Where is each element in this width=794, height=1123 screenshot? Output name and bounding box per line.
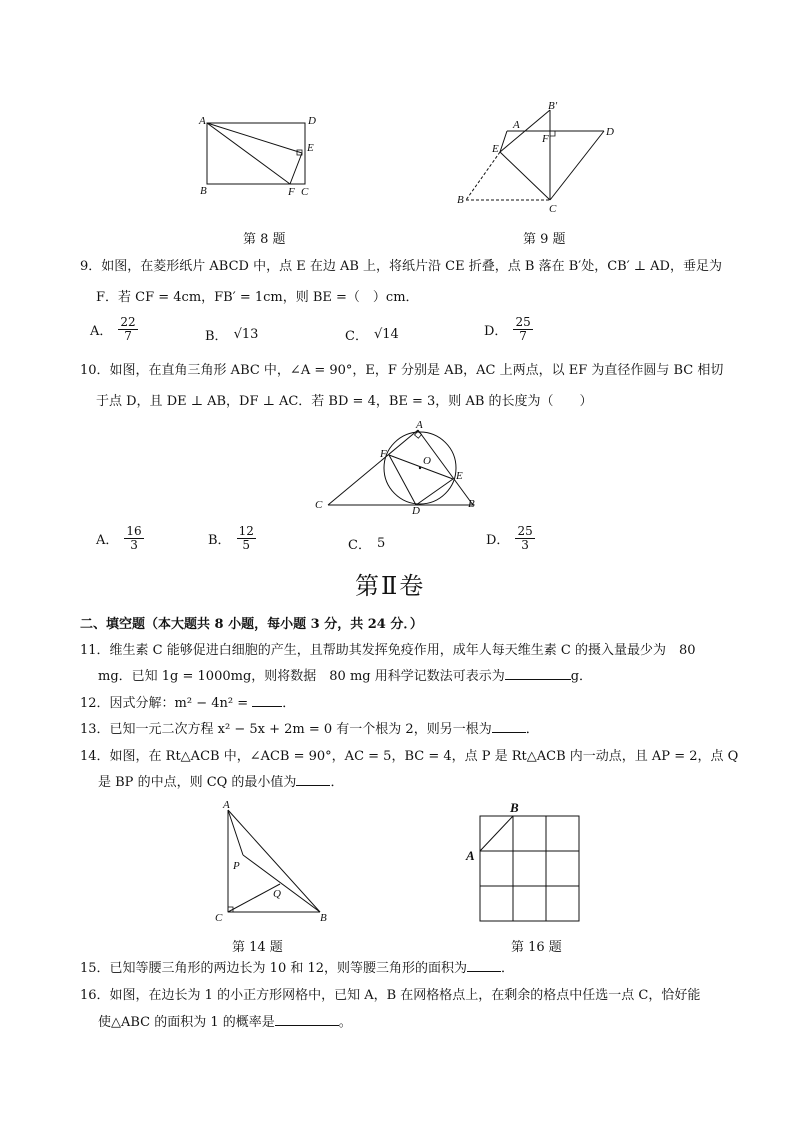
figure-14 <box>210 795 335 925</box>
fig14-label-c: C <box>215 912 223 924</box>
fig8-label-c: C <box>301 186 309 198</box>
fig8-label-e: E <box>307 142 314 154</box>
fig14-label-b: B <box>320 912 327 924</box>
fig9-label-b: B <box>457 194 464 206</box>
figure-8 <box>190 108 330 203</box>
section-title: 第Ⅱ卷 <box>355 572 426 600</box>
figure-9 <box>452 100 622 215</box>
fig14-caption: 第 14 题 <box>232 940 283 955</box>
fig14-label-q: Q <box>273 888 281 900</box>
figure-16 <box>460 798 590 928</box>
q12: 12．因式分解：m² − 4n² = ． <box>80 696 296 711</box>
fig8-label-f: F <box>288 186 295 198</box>
fig10-label-c: C <box>315 499 323 511</box>
fig14-label-p: P <box>233 860 240 872</box>
q15-answer-blank[interactable] <box>467 971 501 972</box>
q13: 13．已知一元二次方程 x² − 5x + 2m = 0 有一个根为 2，则另一根为 ． <box>80 722 539 737</box>
fig16-label-a: A <box>466 848 475 863</box>
fig8-label-d: D <box>308 115 316 127</box>
fig10-label-a: A <box>416 419 423 431</box>
fig8-label-a: A <box>199 115 206 127</box>
q10-option-d: D． $\frac{25}{3}$ <box>486 524 533 552</box>
fig10-label-d: D <box>412 505 420 515</box>
q12-answer-blank[interactable] <box>252 706 282 707</box>
fig9-label-d: D <box>606 126 614 138</box>
q10-line1: 10．如图，在直角三角形 ABC 中，∠A = 90°，E，F 分别是 AB，AC 上两点，以 EF 为直径作圆与 BC 相切 <box>80 363 724 378</box>
q14-line2: 是 BP 的中点，则 CQ 的最小值为 ． <box>98 775 344 790</box>
q9-option-a: A． $\frac{22}{7}$ <box>90 315 136 343</box>
fig9-caption: 第 9 题 <box>523 232 566 247</box>
q16-answer-blank[interactable] <box>275 1025 339 1026</box>
q9-line2: F．若 CF = 4cm，FB′ = 1cm，则 BE =（ ）cm． <box>96 290 419 305</box>
q9-option-d: D． $\frac{25}{7}$ <box>484 315 531 343</box>
fig9-label-bprime: B′ <box>548 100 558 112</box>
fig10-label-e: E <box>456 470 463 482</box>
q14-answer-blank[interactable] <box>296 785 330 786</box>
q10-option-a: A． $\frac{16}{3}$ <box>96 524 142 552</box>
fig16-caption: 第 16 题 <box>511 940 562 955</box>
q15: 15．已知等腰三角形的两边长为 10 和 12，则等腰三角形的面积为 ． <box>80 961 515 976</box>
fig10-label-o: O <box>423 455 431 467</box>
q10-option-b: B． $\frac{12}{5}$ <box>208 524 254 552</box>
q13-answer-blank[interactable] <box>492 732 526 733</box>
q11-answer-blank[interactable] <box>505 679 571 680</box>
fig8-label-b: B <box>200 185 207 197</box>
q10-option-c: C． 5 <box>348 536 386 553</box>
q10-line2: 于点 D，且 DE ⊥ AB，DF ⊥ AC．若 BD = 4，BE = 3，则 AB 的长度为（ ） <box>96 394 593 409</box>
fig8-caption: 第 8 题 <box>243 232 286 247</box>
q11-line1: 11．维生素 C 能够促进白细胞的产生，且帮助其发挥免疫作用，成年人每天维生素 C 的摄入量最少为 80 <box>80 643 696 658</box>
q9-line1: 9．如图，在菱形纸片 ABCD 中，点 E 在边 AB 上，将纸片沿 CE 折叠，点 B 落在 B′处，CB′ ⊥ AD，垂足为 <box>80 259 722 274</box>
fig16-label-b: B <box>510 800 519 815</box>
figure-10 <box>310 415 490 515</box>
section-header: 二、填空题（本大题共 8 小题，每小题 3 分，共 24 分．） <box>80 617 423 632</box>
fig10-label-f: F <box>380 448 387 460</box>
q9-option-b: B． √13 <box>205 327 259 344</box>
fig9-label-a: A <box>513 119 520 131</box>
q16-line2: 使△ABC 的面积为 1 的概率是 。 <box>98 1015 352 1030</box>
fig9-label-c: C <box>549 203 557 215</box>
q14-line1: 14．如图，在 Rt△ACB 中，∠ACB = 90°，AC = 5，BC = 4，点 P 是 Rt△ACB 内一动点，且 AP = 2，点 Q <box>80 749 739 764</box>
q11-line2: mg．已知 1g = 1000mg，则将数据 80 mg 用科学记数法可表示为 g． <box>98 669 593 684</box>
q16-line1: 16．如图，在边长为 1 的小正方形网格中，已知 A，B 在网格格点上，在剩余的格点中任选一点 C，恰好能 <box>80 988 701 1003</box>
fig9-label-f: F <box>542 133 549 145</box>
fig10-label-b: B <box>468 498 475 510</box>
q9-option-c: C． √14 <box>345 327 399 344</box>
fig9-label-e: E <box>492 143 499 155</box>
fig14-label-a: A <box>223 799 230 811</box>
